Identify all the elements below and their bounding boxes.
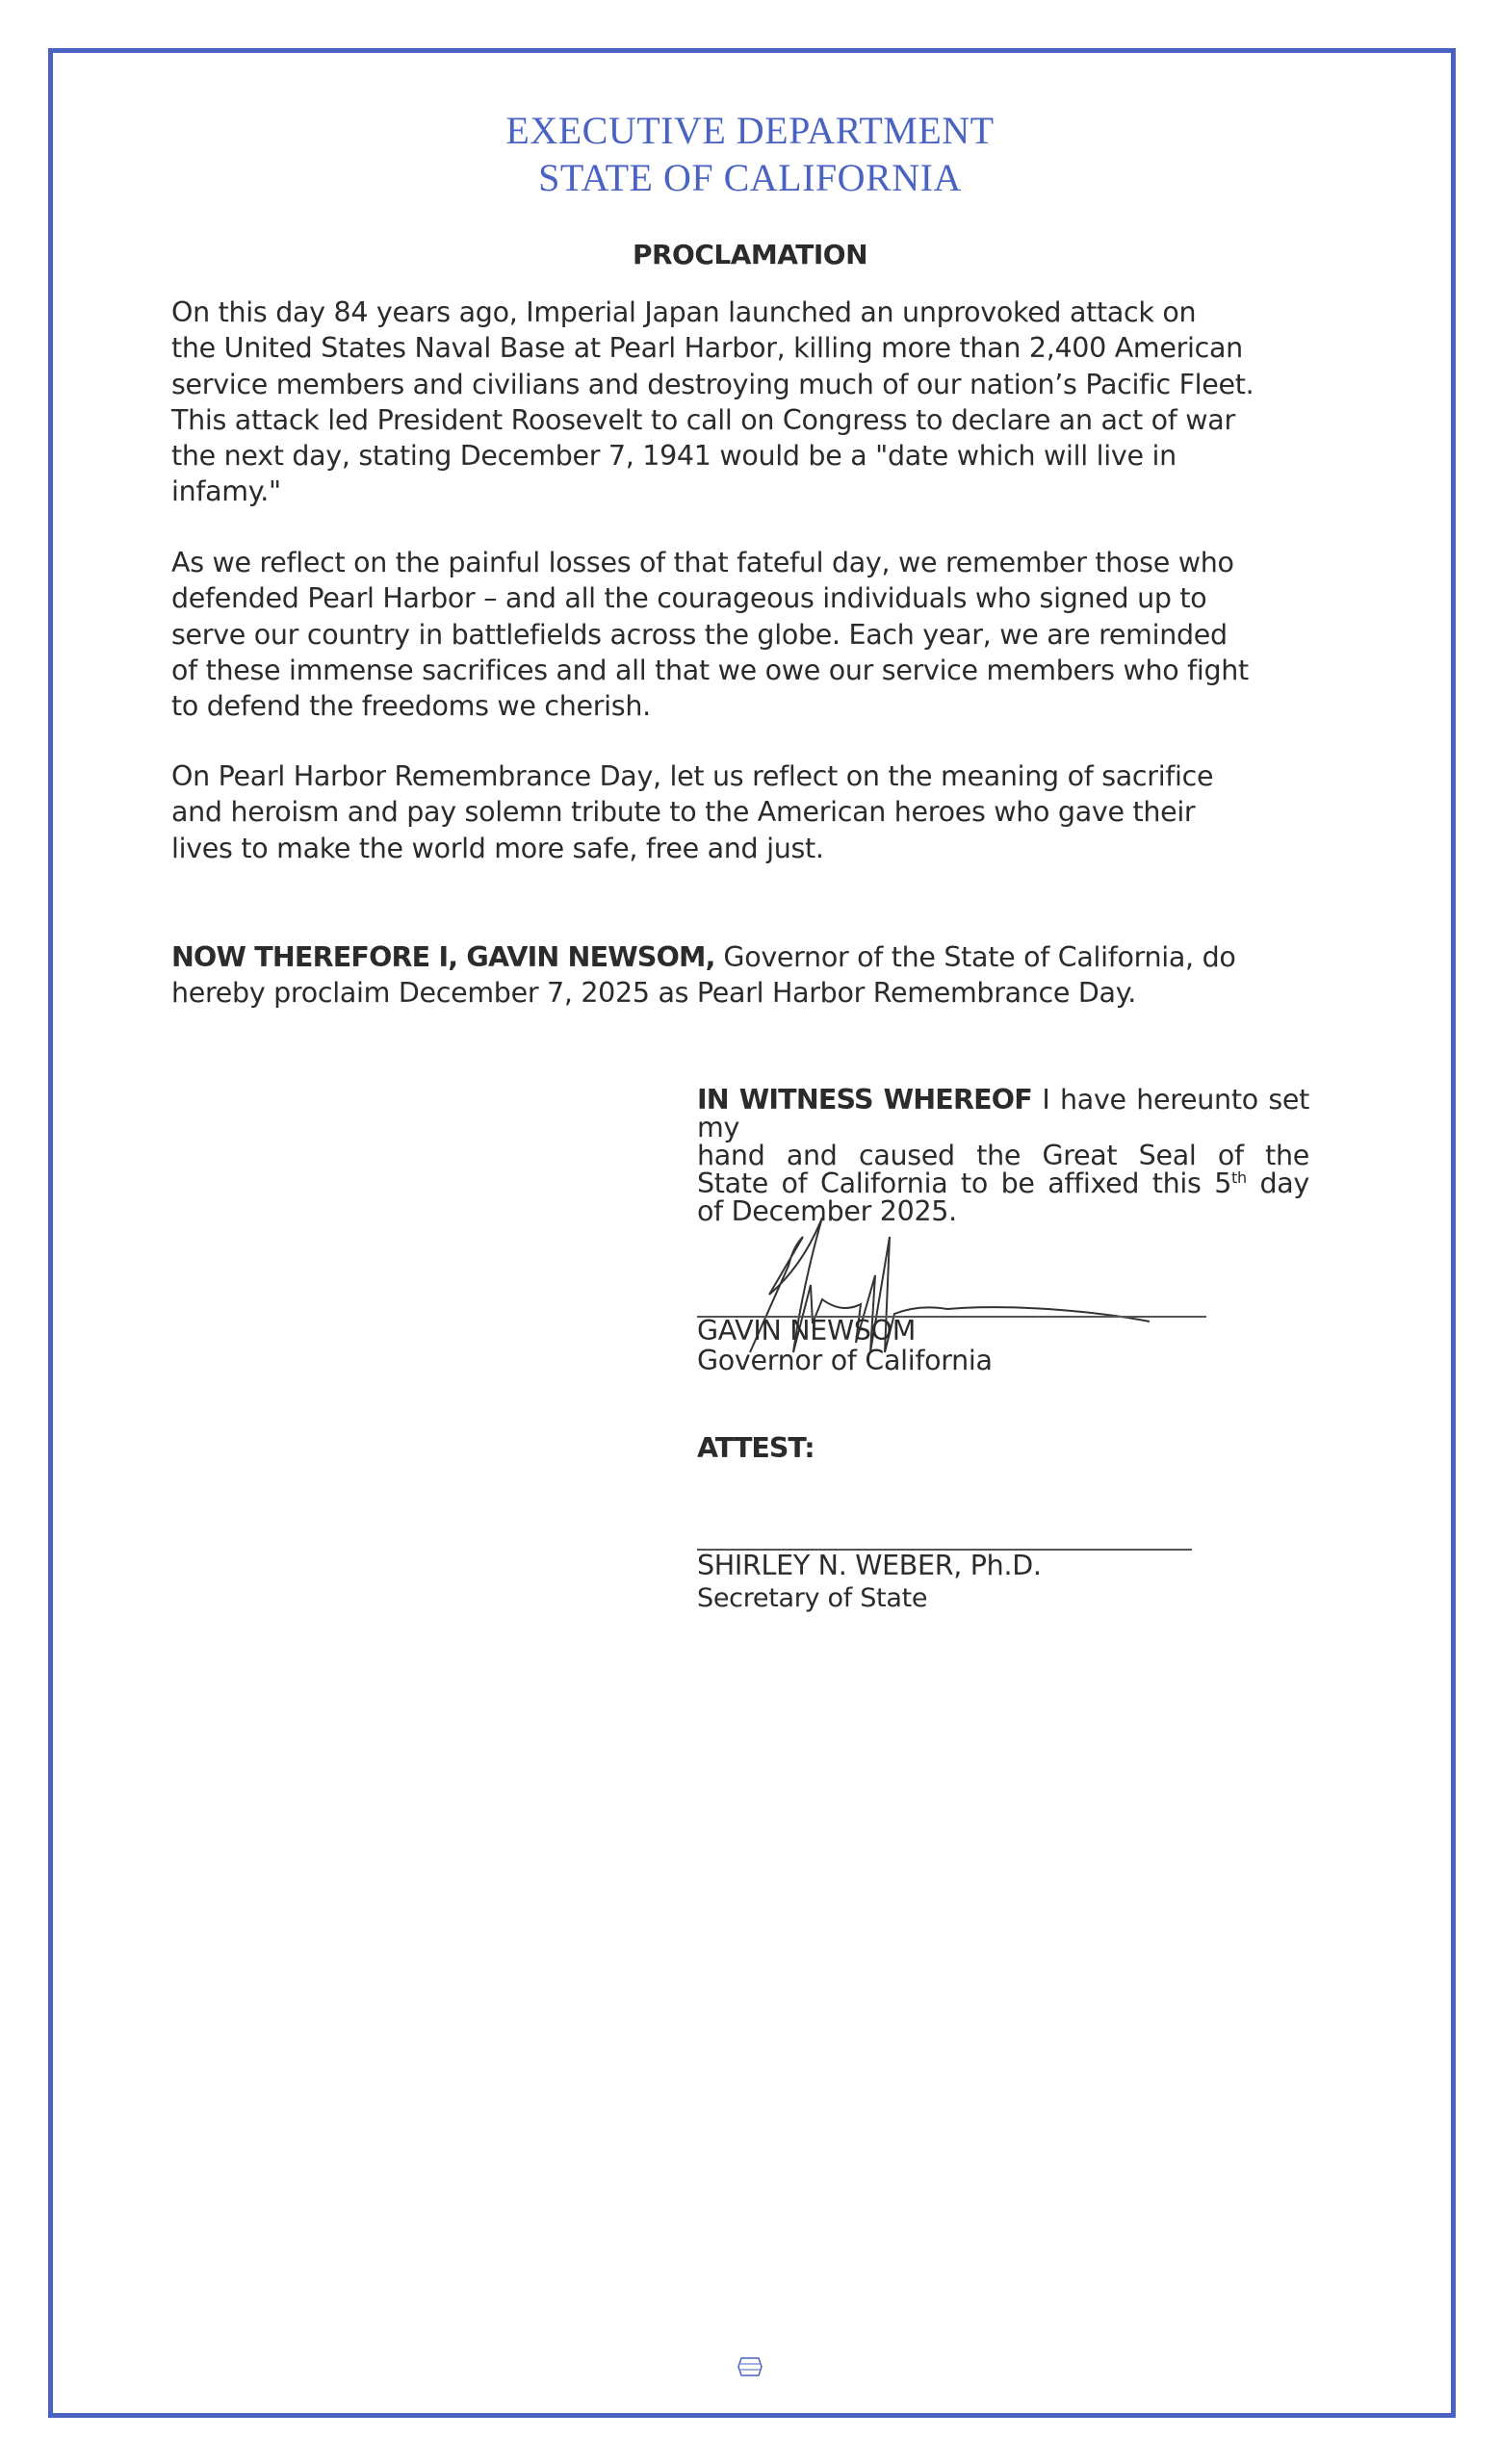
paragraph-1 xyxy=(171,295,1307,510)
text-line: and heroism and pay solemn tribute to the American heroes who gave their xyxy=(171,796,1196,829)
text-line: On Pearl Harbor Remembrance Day, let us reflect on the meaning of sacrifice xyxy=(171,760,1214,792)
proclamation-statement xyxy=(171,939,1307,1012)
header-line-2: STATE OF CALIFORNIA xyxy=(538,156,962,199)
secretary-name: SHIRLEY N. WEBER, Ph.D. xyxy=(697,1550,1042,1581)
secretary-title: Secretary of State xyxy=(697,1583,928,1613)
text-line: lives to make the world more safe, free and just. xyxy=(171,832,824,864)
text-line: to defend the freedoms we cherish. xyxy=(171,690,651,723)
paragraph-2 xyxy=(171,545,1307,724)
text-line: On this day 84 years ago, Imperial Japan launched an unprovoked attack on xyxy=(171,296,1197,328)
text-line: I have hereunto set my xyxy=(697,1084,1310,1143)
text-line: the next day, stating December 7, 1941 would be a "date which will live in xyxy=(171,440,1177,473)
text-line: serve our country in battlefields across the globe. Each year, we are reminded xyxy=(171,618,1228,651)
text-line: of these immense sacrifices and all that we owe our service members who fight xyxy=(171,654,1249,686)
governor-title: Governor of California xyxy=(697,1345,993,1376)
governor-name: GAVIN NEWSOM xyxy=(697,1315,917,1347)
text-line: State of California to be affixed this 5 xyxy=(697,1168,1232,1199)
text-line: As we reflect on the painful losses of that fateful day, we remember those who xyxy=(171,547,1234,578)
text-line: defended Pearl Harbor – and all the courageous individuals who signed up to xyxy=(171,582,1207,615)
witness-bold: IN WITNESS WHEREOF xyxy=(697,1084,1032,1116)
text-line: of December 2025. xyxy=(697,1195,957,1227)
text-line: hereby proclaim December 7, 2025 as Pearl Harbor Remembrance Day. xyxy=(171,977,1136,1010)
ordinal-suffix: th xyxy=(1231,1168,1247,1187)
text-line: the United States Naval Base at Pearl Harbor, killing more than 2,400 American xyxy=(171,332,1243,365)
attest-label: ATTEST: xyxy=(697,1432,815,1464)
union-label-icon xyxy=(737,2356,763,2377)
text-line: infamy." xyxy=(171,475,281,508)
document-title: PROCLAMATION xyxy=(632,239,868,270)
text-line: service members and civilians and destroying much of our nation’s Pacific Fleet. xyxy=(171,368,1254,400)
text-line: day xyxy=(1246,1168,1309,1199)
now-therefore-bold: NOW THEREFORE I, GAVIN NEWSOM, xyxy=(171,941,715,973)
paragraph-3 xyxy=(171,758,1307,866)
text-line: Governor of the State of California, do xyxy=(714,941,1236,973)
header-line-1: EXECUTIVE DEPARTMENT xyxy=(505,109,995,152)
witness-block xyxy=(697,1086,1309,1225)
text-line: hand and caused the Great Seal of the xyxy=(697,1140,1309,1171)
text-line: This attack led President Roosevelt to call on Congress to declare an act of war xyxy=(171,403,1235,436)
